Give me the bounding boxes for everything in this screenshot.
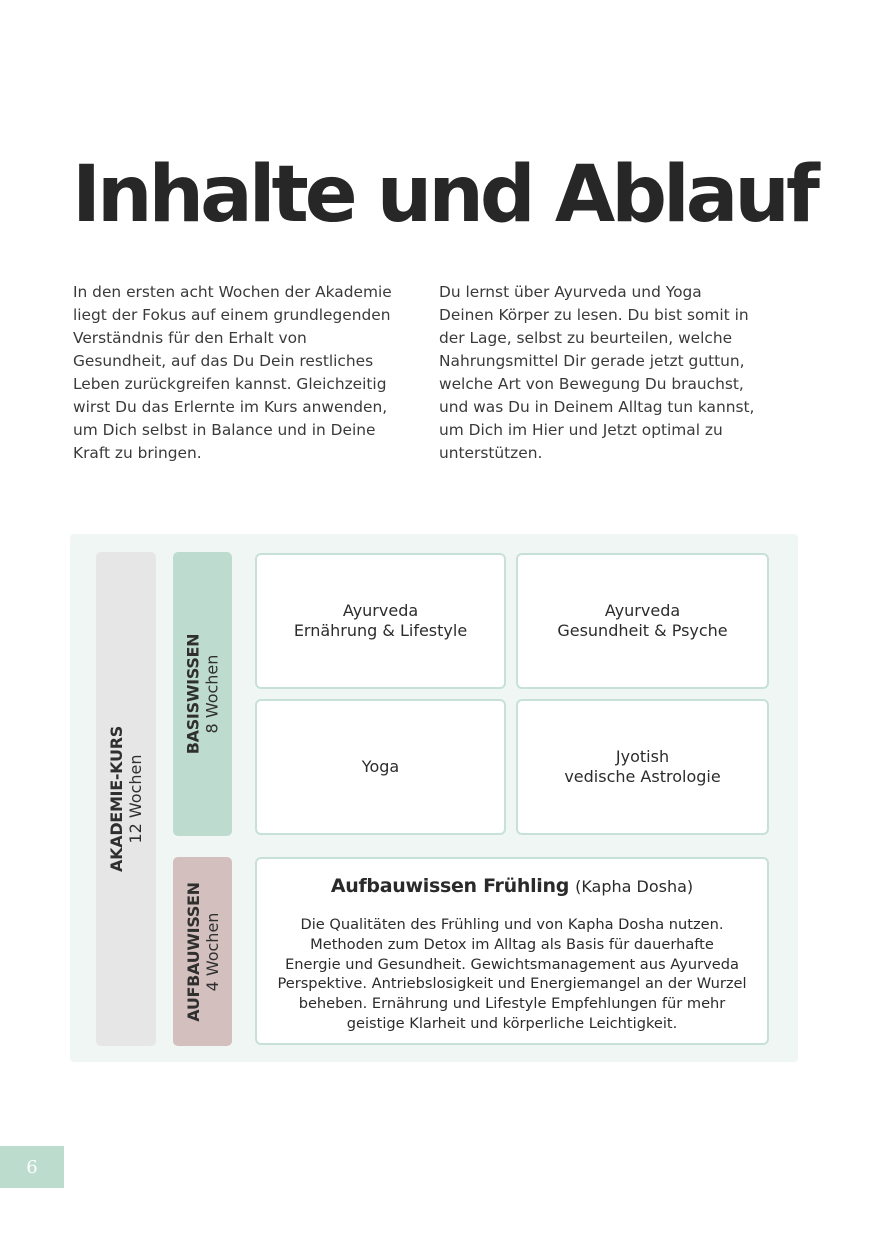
text-line: geistige Klarheit und körperliche Leichtigkeit. — [346, 1014, 678, 1032]
text-line: beheben. Ernährung und Lifestyle Empfehlungen für mehr — [298, 995, 726, 1013]
text-line: welche Art von Bewegung Du brauchst, — [439, 375, 744, 393]
akademie-kurs-label — [107, 726, 145, 872]
module-card-title: Ayurveda — [342, 601, 419, 620]
text-line: Perspektive. Antriebslosigkeit und Energiemangel an der Wurzel — [277, 975, 747, 993]
module-card-yoga — [255, 699, 506, 835]
akademie-kurs-title: AKADEMIE-KURS — [107, 726, 126, 872]
module-card-subtitle: Gesundheit & Psyche — [557, 621, 728, 640]
module-card-subtitle: vedische Astrologie — [564, 767, 721, 786]
module-card-subtitle: Ernährung & Lifestyle — [293, 621, 468, 640]
akademie-kurs-duration: 12 Wochen — [126, 754, 145, 844]
page-number: 6 — [0, 1146, 64, 1188]
text-line: Leben zurückgreifen kannst. Gleichzeitig — [73, 375, 387, 393]
basiswissen-duration: 8 Wochen — [202, 654, 222, 734]
text-line: Kraft zu bringen. — [73, 444, 202, 462]
text-line: der Lage, selbst zu beurteilen, welche — [439, 329, 733, 347]
basiswissen-bar — [173, 552, 232, 836]
aufbau-card-subtitle: (Kapha Dosha) — [575, 877, 694, 896]
intro-left-column — [73, 281, 418, 465]
text-line: unterstützen. — [439, 444, 543, 462]
module-card-title: Ayurveda — [604, 601, 681, 620]
intro-right-column — [439, 281, 784, 465]
module-card-title: Jyotish — [615, 747, 670, 766]
text-line: um Dich im Hier und Jetzt optimal zu — [439, 421, 723, 439]
text-line: liegt der Fokus auf einem grundlegenden — [73, 306, 391, 324]
aufbauwissen-bar — [173, 857, 232, 1046]
basiswissen-label — [184, 634, 222, 755]
module-card-ayurveda-ernaehrung — [255, 553, 506, 689]
module-card-ayurveda-gesundheit — [516, 553, 769, 689]
text-line: Deinen Körper zu lesen. Du bist somit in — [439, 306, 749, 324]
course-structure-diagram — [70, 534, 798, 1062]
text-line: Verständnis für den Erhalt von — [73, 329, 307, 347]
aufbauwissen-label — [184, 882, 222, 1022]
text-line: In den ersten acht Wochen der Akademie — [73, 283, 392, 301]
aufbauwissen-title: AUFBAUWISSEN — [183, 881, 203, 1022]
page-title: Inhalte und Ablauf — [72, 150, 816, 240]
text-line: Nahrungsmittel Dir gerade jetzt guttun, — [439, 352, 745, 370]
text-line: und was Du in Deinem Alltag tun kannst, — [439, 398, 755, 416]
aufbau-card-title: Aufbauwissen Frühling — [330, 875, 570, 897]
text-line: Du lernst über Ayurveda und Yoga — [439, 283, 702, 301]
text-line: Die Qualitäten des Frühling und von Kapha Dosha nutzen. — [300, 916, 724, 933]
module-card-title: Yoga — [361, 757, 400, 776]
text-line: Methoden zum Detox im Alltag als Basis für dauerhafte — [310, 935, 714, 953]
module-card-jyotish — [516, 699, 769, 835]
aufbau-card-description — [257, 915, 767, 1034]
text-line: wirst Du das Erlernte im Kurs anwenden, — [73, 398, 388, 416]
module-card-aufbauwissen-fruehling — [255, 857, 769, 1045]
text-line: um Dich selbst in Balance und in Deine — [73, 421, 376, 439]
basiswissen-title: BASISWISSEN — [183, 633, 203, 755]
text-line: Gesundheit, auf das Du Dein restliches — [73, 352, 374, 370]
akademie-kurs-bar — [96, 552, 156, 1046]
aufbauwissen-duration: 4 Wochen — [202, 912, 222, 991]
text-line: Energie und Gesundheit. Gewichtsmanagement aus Ayurveda — [285, 955, 739, 973]
aufbau-card-heading — [257, 873, 767, 900]
